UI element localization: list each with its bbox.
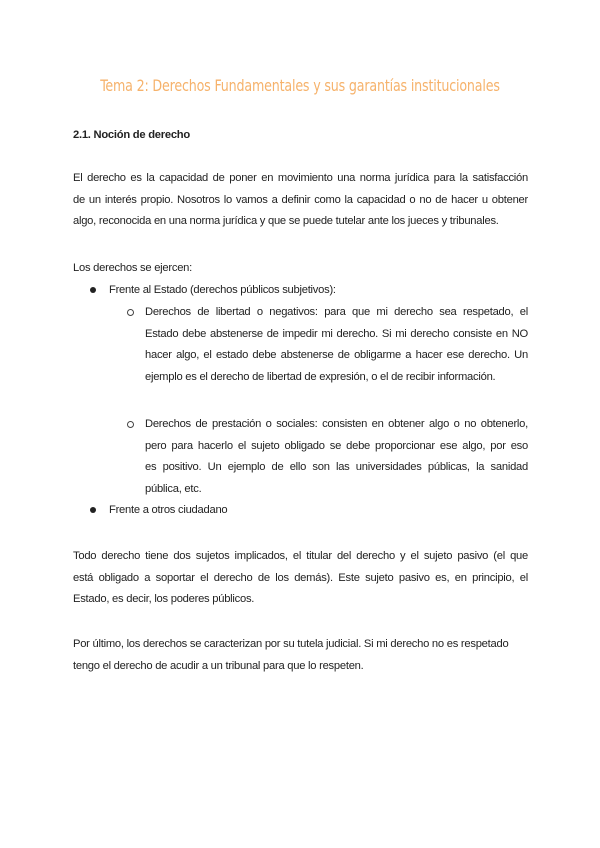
- paragraph-line: está obligado a soportar el derecho de los demás). Este sujeto pasivo es, en principio, el: [73, 571, 528, 584]
- bullet-dot-icon: [90, 287, 96, 293]
- intro-paragraph: [73, 168, 528, 233]
- paragraph-line: Por último, los derechos se caracterizan por su tutela judicial. Si mi derecho no es respetado: [73, 638, 509, 650]
- bullet-label: Frente a otros ciudadano: [109, 504, 228, 516]
- exercise-intro-text: Los derechos se ejercen:: [73, 262, 193, 274]
- section-heading: 2.1. Noción de derecho: [73, 129, 190, 141]
- paragraph-line: Estado, es decir, los poderes públicos.: [73, 593, 255, 605]
- paragraph-line: Todo derecho tiene dos sujetos implicados, el titular del derecho y el sujeto pasivo (el que: [73, 550, 528, 562]
- sub-item-line: pública, etc.: [145, 482, 202, 495]
- sub-item-line: hacer algo, el estado debe abstenerse de obligarme a hacer ese derecho. Un: [145, 349, 528, 361]
- hollow-circle-bullet-icon: [127, 421, 134, 428]
- sub-item-line: pero para hacerlo el sujeto obligado se debe proporcionar ese algo, por eso: [145, 439, 528, 452]
- hollow-circle-bullet-icon: [127, 309, 134, 316]
- document-title: Tema 2: Derechos Fundamentales y sus garantías institucionales: [100, 76, 500, 95]
- sub-item-line: es positivo. Un ejemplo de ello son las universidades públicas, la sanidad: [145, 461, 528, 473]
- sub-item-line: ejemplo es el derecho de libertad de expresión, o el de recibir información.: [145, 370, 496, 383]
- intro-line: algo, reconocida en una norma jurídica y que se puede tutelar ante los jueces y tribunales.: [73, 215, 499, 227]
- paragraph-line: tengo el derecho de acudir a un tribunal para que lo respeten.: [73, 659, 364, 672]
- sub-item-line: Derechos de libertad o negativos: para que mi derecho sea respetado, el: [145, 306, 528, 318]
- intro-line: El derecho es la capacidad de poner en movimiento una norma jurídica para la satisfacción: [73, 172, 528, 184]
- intro-line: de un interés propio. Nosotros lo vamos a definir como la capacidad o no de hacer u obtener: [73, 193, 528, 206]
- bullet-item-state: [73, 280, 533, 302]
- bullet-item-citizens: [73, 500, 533, 522]
- sub-item-line: Estado debe abstenerse de impedir mi derecho. Si mi derecho consiste en NO: [145, 327, 528, 340]
- bullet-dot-icon: [90, 507, 96, 513]
- sub-item-liberty: [145, 302, 528, 388]
- exercise-intro: [73, 258, 528, 280]
- sub-item-provision: [145, 414, 528, 500]
- final-paragraph: [73, 634, 528, 677]
- subjects-paragraph: [73, 546, 528, 611]
- bullet-label: Frente al Estado (derechos públicos subjetivos):: [109, 284, 336, 296]
- sub-item-line: Derechos de prestación o sociales: consisten en obtener algo o no obtenerlo,: [145, 418, 528, 430]
